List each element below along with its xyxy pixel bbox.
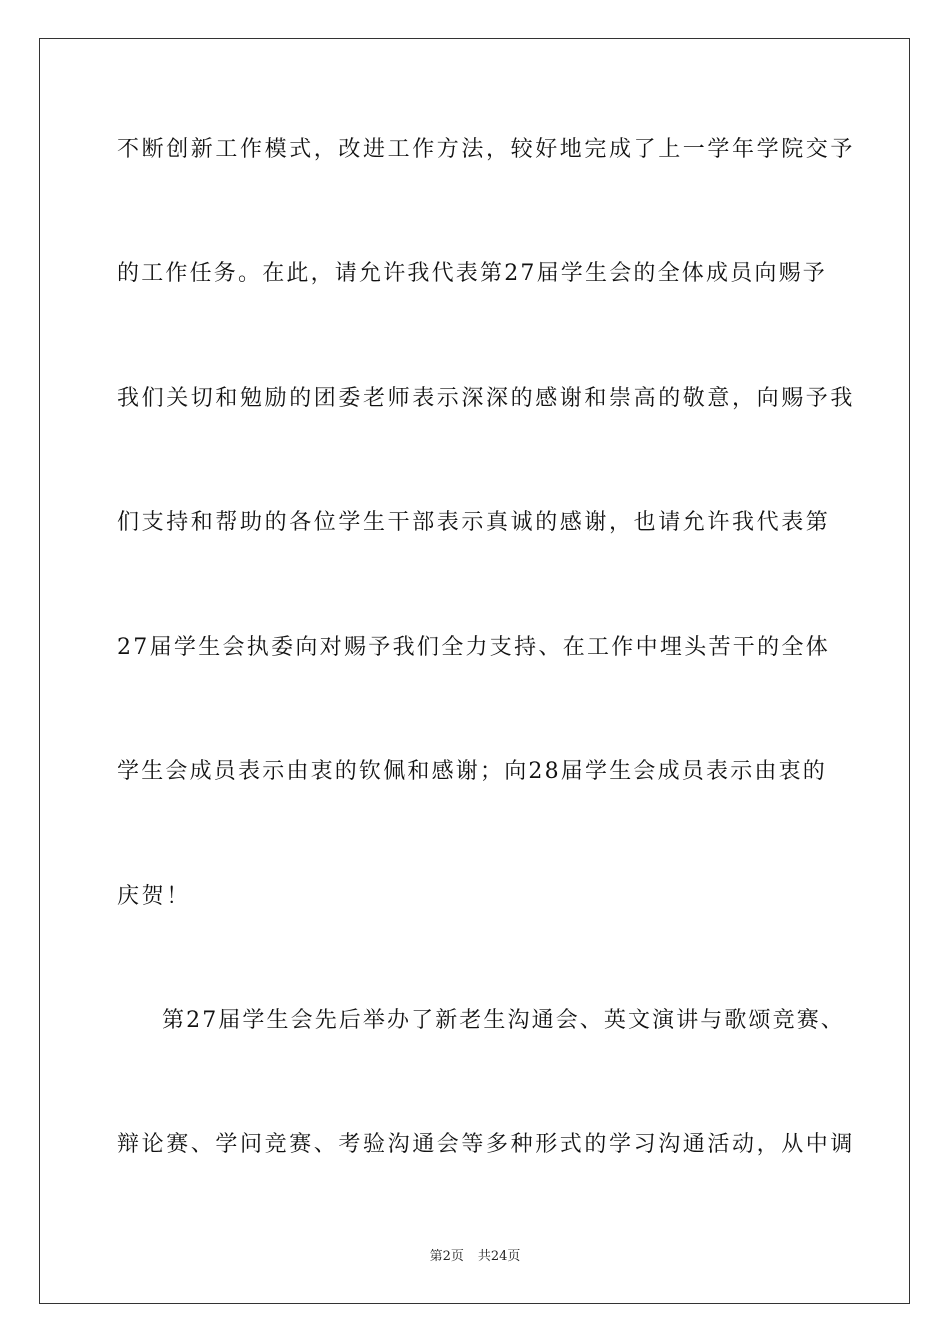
- body-text-line: 们支持和帮助的各位学生干部表示真诚的感谢，也请允许我代表第: [117, 510, 831, 535]
- body-text-line: 我们关切和勉励的团委老师表示深深的感谢和崇高的敬意，向赐予我: [117, 386, 856, 411]
- body-text-line: 辩论赛、学问竞赛、考验沟通会等多种形式的学习沟通活动，从中调: [117, 1132, 856, 1157]
- body-text-line: 的工作任务。在此，请允许我代表第27届学生会的全体成员向赐予: [117, 261, 827, 286]
- page-total: 共24页: [477, 1249, 521, 1264]
- body-text-line: 27届学生会执委向对赐予我们全力支持、在工作中埋头苦干的全体: [117, 635, 830, 660]
- body-text-line: 学生会成员表示由衷的钦佩和感谢；向28届学生会成员表示由衷的: [117, 759, 827, 784]
- page-footer: [0, 1248, 950, 1266]
- paragraph-start-line: 第27届学生会先后举办了新老生沟通会、英文演讲与歌颂竞赛、: [162, 1008, 845, 1033]
- page-border: [39, 38, 910, 1304]
- body-text-line: 庆贺！: [117, 884, 191, 909]
- body-text-line: 不断创新工作模式，改进工作方法，较好地完成了上一学年学院交予: [117, 137, 856, 162]
- page-number: 第2页: [429, 1249, 464, 1264]
